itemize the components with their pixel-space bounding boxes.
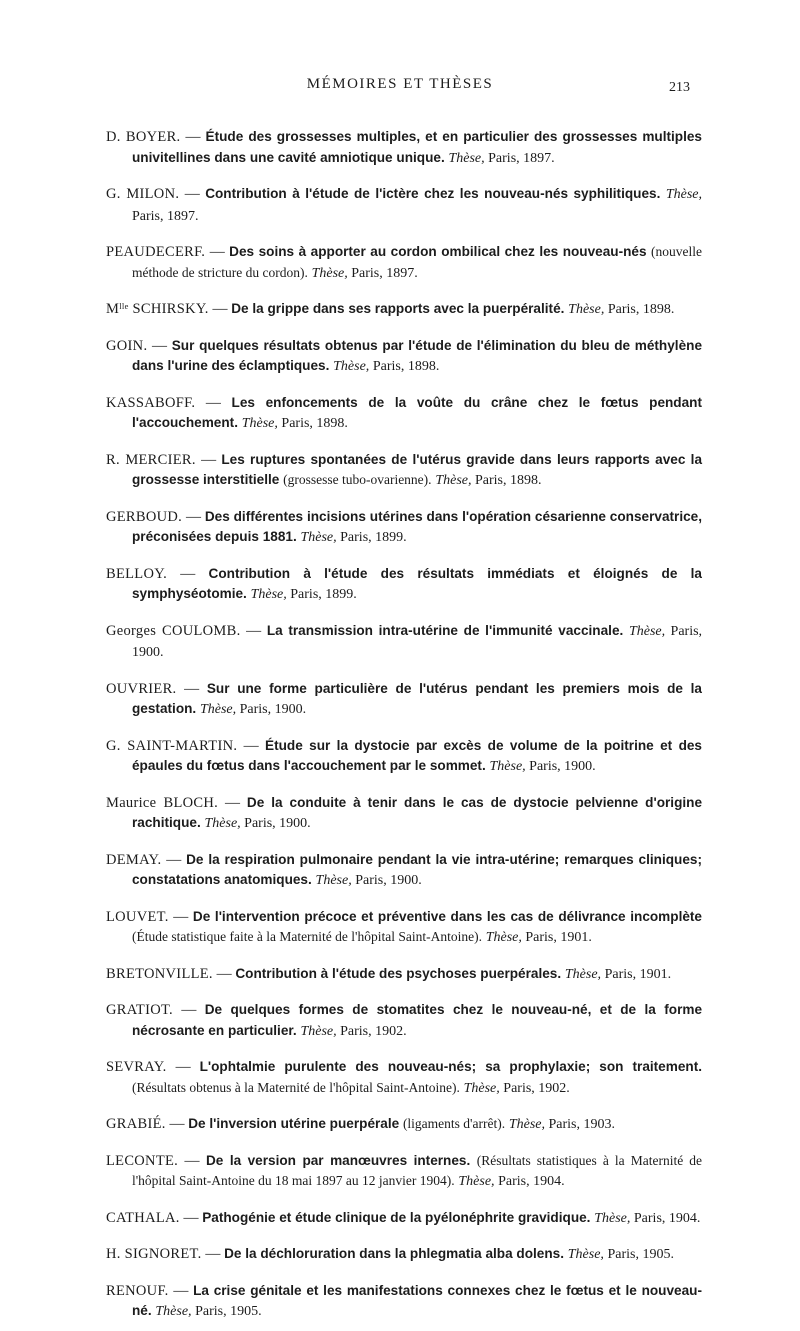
entry-title: De l'inversion utérine puerpérale	[188, 1116, 400, 1131]
entry-source-details: Paris, 1902.	[499, 1080, 570, 1096]
entry-source-details: Paris, 1902.	[336, 1023, 407, 1039]
entry-author: LOUVET.	[106, 908, 169, 925]
entry-dash: —	[176, 680, 207, 697]
entry-source-type: Thèse,	[300, 530, 337, 545]
bibliography-entry	[106, 1000, 702, 1042]
entry-title: Contribution à l'étude des psychoses puerpérales.	[235, 965, 562, 981]
entry-dash: —	[195, 394, 232, 411]
entry-source-details: Paris, 1905.	[191, 1304, 262, 1319]
entry-title: De la version par manœuvres internes.	[205, 1152, 471, 1168]
entry-source-details: Paris, 1904.	[630, 1210, 701, 1226]
entry-author: OUVRIER.	[106, 680, 177, 697]
entry-author: R. MERCIER.	[106, 451, 196, 468]
entry-source-type: Thèse,	[300, 1023, 337, 1039]
entry-source-type: Thèse,	[594, 1210, 631, 1226]
entry-source-type: Thèse,	[241, 416, 278, 431]
entry-title: Sur quelques résultats obtenus par l'étude de l'élimination du bleu de méthylène dans l'urine des éclamptiques.	[132, 337, 703, 373]
entry-author: GERBOUD.	[106, 508, 183, 525]
bibliography-entry	[106, 907, 702, 949]
entry-title: Contribution à l'étude des résultats immédiats et éloignés de la symphyséotomie.	[132, 565, 702, 601]
entry-source-details: Paris, 1898.	[277, 416, 348, 431]
entry-dash: —	[240, 622, 267, 639]
entry-author: LECONTE.	[106, 1152, 179, 1169]
running-title: MÉMOIRES ET THÈSES	[306, 76, 494, 92]
entry-source-details: Paris, 1900.	[132, 623, 703, 660]
entry-source-details: Paris, 1900.	[351, 873, 422, 888]
entry-dash: —	[172, 1002, 205, 1018]
entry-source-details: Paris, 1900.	[240, 816, 311, 831]
entry-source-details: Paris, 1899.	[286, 587, 357, 602]
entry-title: Contribution à l'étude de l'ictère chez les nouveau-nés syphilitiques.	[205, 186, 661, 201]
entry-source-details: Paris, 1898.	[604, 302, 675, 317]
bibliography-entry	[106, 507, 702, 549]
entry-source-type: Thèse,	[628, 623, 666, 639]
page-header	[0, 76, 800, 96]
bibliography-entry	[106, 564, 702, 606]
entry-note: (Résultats statistiques à la Maternité de l'hôpital Saint-Antoine du 18 mai 1897 au 12 janvier 1904).	[132, 1152, 703, 1188]
bibliography-entry	[106, 964, 702, 986]
entry-source-type: Thèse,	[508, 1117, 545, 1132]
entry-source-details: Paris, 1905.	[603, 1247, 674, 1262]
entry-source-type: Thèse,	[333, 359, 370, 374]
entry-source-type: Thèse,	[250, 587, 287, 602]
entry-dash: —	[212, 965, 236, 982]
entry-author: Maurice BLOCH.	[106, 794, 219, 811]
entry-author: G. SAINT-MARTIN.	[106, 737, 238, 754]
entry-dash: —	[179, 186, 206, 202]
entry-source-details: Paris, 1904.	[494, 1174, 565, 1189]
bibliography-entry	[106, 393, 702, 435]
entry-source	[490, 759, 596, 774]
entry-source	[333, 359, 439, 374]
entry-author: Georges COULOMB.	[106, 622, 241, 639]
entry-dash: —	[147, 337, 172, 354]
entry-author: Mˡˡᵉ SCHIRSKY.	[106, 301, 209, 317]
entry-title: Des soins à apporter au cordon ombilical chez les nouveau-nés	[229, 244, 647, 259]
entry-source-type: Thèse,	[568, 302, 605, 317]
entry-author: CATHALA.	[106, 1209, 180, 1226]
entry-dash: —	[182, 508, 205, 525]
entry-source-details: Paris, 1901.	[601, 966, 672, 982]
entry-source	[200, 702, 306, 717]
entry-source	[509, 1117, 615, 1132]
entry-source	[448, 151, 554, 166]
entry-author: GRATIOT.	[106, 1002, 173, 1018]
entry-source	[464, 1081, 570, 1096]
entry-dash: —	[178, 1152, 206, 1169]
entry-title: De la respiration pulmonaire pendant la vie intra-utérine; remarques cliniques; constatations anatomiques.	[132, 851, 702, 887]
entry-dash: —	[205, 244, 230, 260]
entry-author: H. SIGNORET.	[106, 1246, 202, 1262]
entry-dash: —	[166, 1059, 200, 1075]
entry-source	[155, 1304, 261, 1319]
entry-title: Sur une forme particulière de l'utérus pendant les premiers mois de la gestation.	[132, 680, 702, 716]
bibliography-entry	[106, 242, 702, 284]
entry-title: Étude sur la dystocie par excès de volume de la poitrine et des épaules du fœtus dans l'accouchement par le sommet.	[132, 737, 702, 773]
entry-title: De l'intervention précoce et préventive dans les cas de délivrance incomplète	[192, 908, 702, 924]
bibliography-list	[106, 112, 702, 1331]
entry-source-type: Thèse,	[463, 1080, 500, 1096]
entry-dash: —	[195, 451, 222, 468]
bibliography-entry	[106, 1244, 702, 1266]
entry-author: GRABIÉ.	[106, 1116, 166, 1132]
entry-source	[435, 473, 541, 488]
entry-source-details: Paris, 1897.	[347, 265, 418, 281]
entry-author: KASSABOFF.	[106, 394, 196, 411]
entry-source	[251, 587, 357, 602]
bibliography-entry	[106, 1208, 702, 1230]
entry-dash: —	[179, 1209, 203, 1226]
bibliography-entry	[106, 299, 702, 321]
entry-source	[316, 873, 422, 888]
entry-source	[205, 816, 311, 831]
entry-source-details: Paris, 1900.	[236, 702, 307, 717]
entry-dash: —	[165, 1116, 189, 1132]
bibliography-entry	[106, 127, 702, 169]
entry-note: (Résultats obtenus à la Maternité de l'hôpital Saint-Antoine).	[132, 1079, 460, 1095]
entry-author: SEVRAY.	[106, 1059, 167, 1075]
entry-source-type: Thèse,	[311, 265, 348, 281]
entry-dash: —	[161, 851, 187, 868]
entry-source-details: Paris, 1901.	[521, 930, 592, 945]
bibliography-entry	[106, 679, 702, 721]
entry-source-type: Thèse,	[204, 816, 241, 831]
entry-source-type: Thèse,	[564, 966, 602, 982]
entry-source-type: Thèse,	[448, 150, 485, 166]
entry-title: De la grippe dans ses rapports avec la puerpéralité.	[231, 301, 565, 316]
entry-source	[458, 1174, 564, 1189]
page-number: 213	[669, 80, 690, 95]
bibliography-entry	[106, 184, 702, 227]
entry-source-type: Thèse,	[665, 187, 702, 202]
entry-author: PEAUDECERF.	[106, 244, 206, 260]
entry-source-type: Thèse,	[485, 930, 522, 945]
entry-source	[568, 1247, 674, 1262]
entry-dash: —	[167, 565, 209, 582]
entry-dash: —	[201, 1246, 225, 1262]
entry-dash: —	[168, 1282, 194, 1299]
entry-source-details: Paris, 1897.	[484, 150, 555, 166]
entry-dash: —	[208, 301, 232, 317]
entry-dash: —	[237, 737, 265, 754]
bibliography-entry	[106, 736, 702, 778]
entry-dash: —	[168, 908, 193, 925]
bibliography-entry	[106, 621, 702, 664]
entry-title: L'ophtalmie purulente des nouveau-nés; sa prophylaxie; son traitement.	[199, 1059, 702, 1074]
entry-author: G. MILON.	[106, 186, 180, 202]
entry-note: (nouvelle méthode de stricture du cordon).	[132, 244, 703, 280]
entry-title: Les ruptures spontanées de l'utérus gravide dans leurs rapports avec la grossesse interstitielle	[132, 451, 703, 487]
entry-source	[242, 416, 348, 431]
entry-dash: —	[180, 129, 206, 145]
bibliography-entry	[106, 793, 702, 835]
entry-source-type: Thèse,	[458, 1174, 495, 1189]
entry-source	[312, 266, 418, 281]
entry-source-type: Thèse,	[199, 702, 237, 717]
entry-title: De la conduite à tenir dans le cas de dystocie pelvienne d'origine rachitique.	[132, 794, 703, 830]
entry-title: La crise génitale et les manifestations connexes chez le fœtus et le nouveau-né.	[132, 1282, 702, 1318]
entry-title: De quelques formes de stomatites chez le nouveau-né, et de la forme nécrosante en particulier.	[132, 1002, 703, 1038]
entry-title: Des différentes incisions utérines dans l'opération césarienne conservatrice, préconisées depuis 1881.	[132, 508, 702, 544]
entry-source	[300, 530, 406, 545]
bibliography-entry	[106, 1281, 702, 1323]
entry-note: (grossesse tubo-ovarienne).	[283, 472, 432, 487]
entry-source-type: Thèse,	[315, 873, 352, 888]
entry-source-type: Thèse,	[155, 1304, 192, 1319]
entry-source-type: Thèse,	[489, 759, 526, 774]
entry-author: GOIN.	[106, 337, 148, 354]
bibliography-entry	[106, 850, 702, 892]
entry-title: La transmission intra-utérine de l'immunité vaccinale.	[266, 622, 624, 638]
entry-source-details: Paris, 1900.	[525, 759, 596, 774]
entry-author: RENOUF.	[106, 1282, 169, 1299]
entry-source	[300, 1024, 406, 1039]
entry-source-details: Paris, 1897.	[132, 208, 199, 224]
entry-source-type: Thèse,	[567, 1247, 604, 1262]
entry-source	[568, 302, 674, 317]
entry-author: D. BOYER.	[106, 129, 181, 145]
entry-source-type: Thèse,	[435, 473, 472, 488]
entry-note: (ligaments d'arrêt).	[402, 1116, 506, 1131]
entry-author: DEMAY.	[106, 851, 162, 868]
bibliography-entry	[106, 1114, 702, 1136]
bibliography-entry	[106, 1151, 702, 1193]
entry-title: Les enfoncements de la voûte du crâne chez le fœtus pendant l'accouchement.	[132, 394, 703, 430]
entry-title: Étude des grossesses multiples, et en particulier des grossesses multiples univitellines dans une cavité amniotique unique.	[132, 129, 702, 165]
entry-title: Pathogénie et étude clinique de la pyélonéphrite gravidique.	[202, 1209, 591, 1225]
entry-dash: —	[218, 794, 247, 811]
entry-source	[565, 967, 671, 982]
bibliography-entry	[106, 1057, 702, 1099]
entry-author: BRETONVILLE.	[106, 965, 213, 982]
bibliography-entry	[106, 336, 702, 378]
entry-source-details: Paris, 1898.	[369, 359, 440, 374]
entry-title: De la déchloruration dans la phlegmatia alba dolens.	[224, 1246, 565, 1261]
entry-source-details: Paris, 1899.	[336, 530, 407, 545]
bibliography-entry	[106, 450, 702, 492]
entry-author: BELLOY.	[106, 565, 168, 582]
entry-note: (Étude statistique faite à la Maternité de l'hôpital Saint-Antoine).	[132, 929, 482, 944]
entry-source	[594, 1211, 700, 1226]
entry-source-details: Paris, 1898.	[471, 473, 542, 488]
entry-source	[486, 930, 592, 945]
entry-source-details: Paris, 1903.	[545, 1117, 615, 1132]
